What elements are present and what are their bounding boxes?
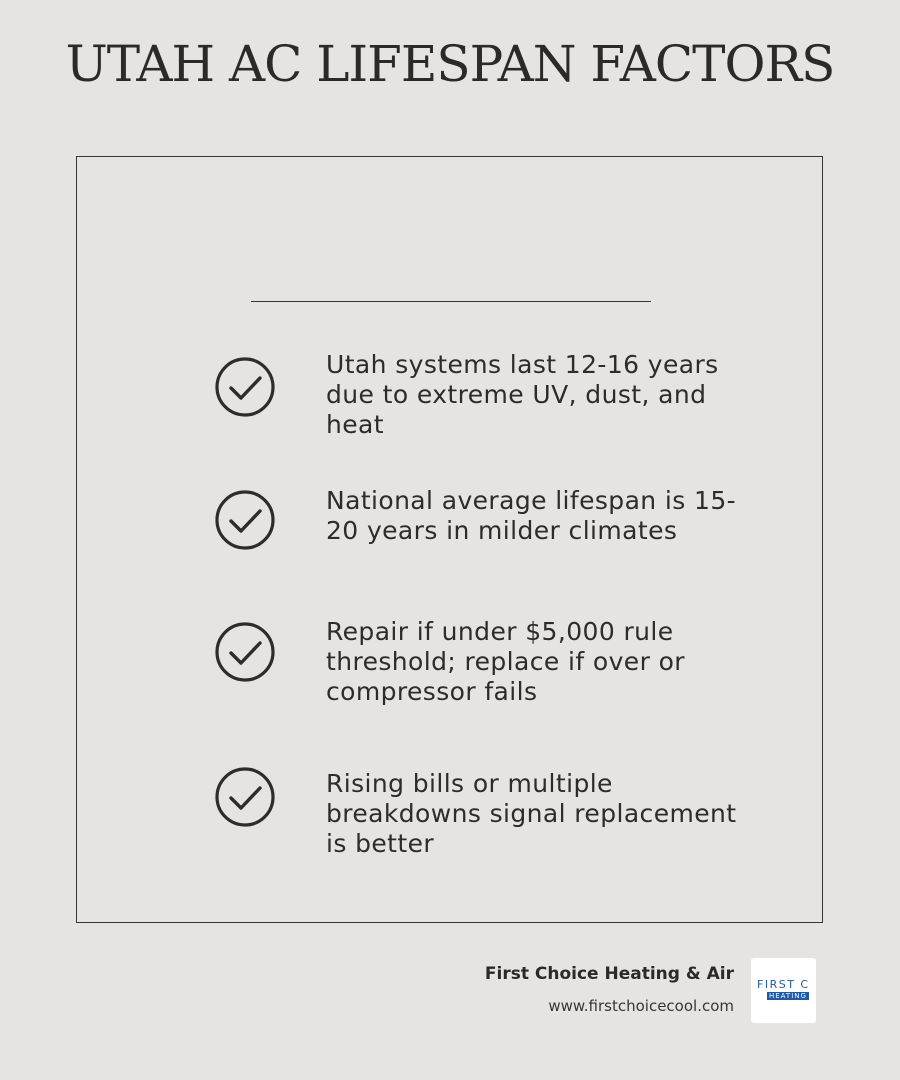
factor-text: Rising bills or multiple breakdowns signal replacement is better xyxy=(326,769,737,858)
logo-text: FIRST C xyxy=(757,978,810,991)
divider-line xyxy=(251,301,651,302)
check-circle-icon xyxy=(214,621,276,683)
company-name: First Choice Heating & Air xyxy=(484,964,734,984)
factor-text: Repair if under $5,000 rule threshold; replace if over or compressor fails xyxy=(326,617,685,706)
check-circle-icon xyxy=(214,766,276,828)
check-circle-icon xyxy=(214,489,276,551)
check-circle-icon xyxy=(214,356,276,418)
logo-bar-text: HEATING xyxy=(769,992,807,1000)
website-link[interactable]: www.firstchoicecool.com xyxy=(548,997,734,1015)
page-title: UTAH AC LIFESPAN FACTORS xyxy=(65,35,835,93)
factor-text: Utah systems last 12-16 years due to extreme UV, dust, and heat xyxy=(326,350,719,439)
factors-panel xyxy=(76,156,823,923)
company-logo xyxy=(751,958,816,1023)
factor-text: National average lifespan is 15-20 years in milder climates xyxy=(326,486,737,545)
